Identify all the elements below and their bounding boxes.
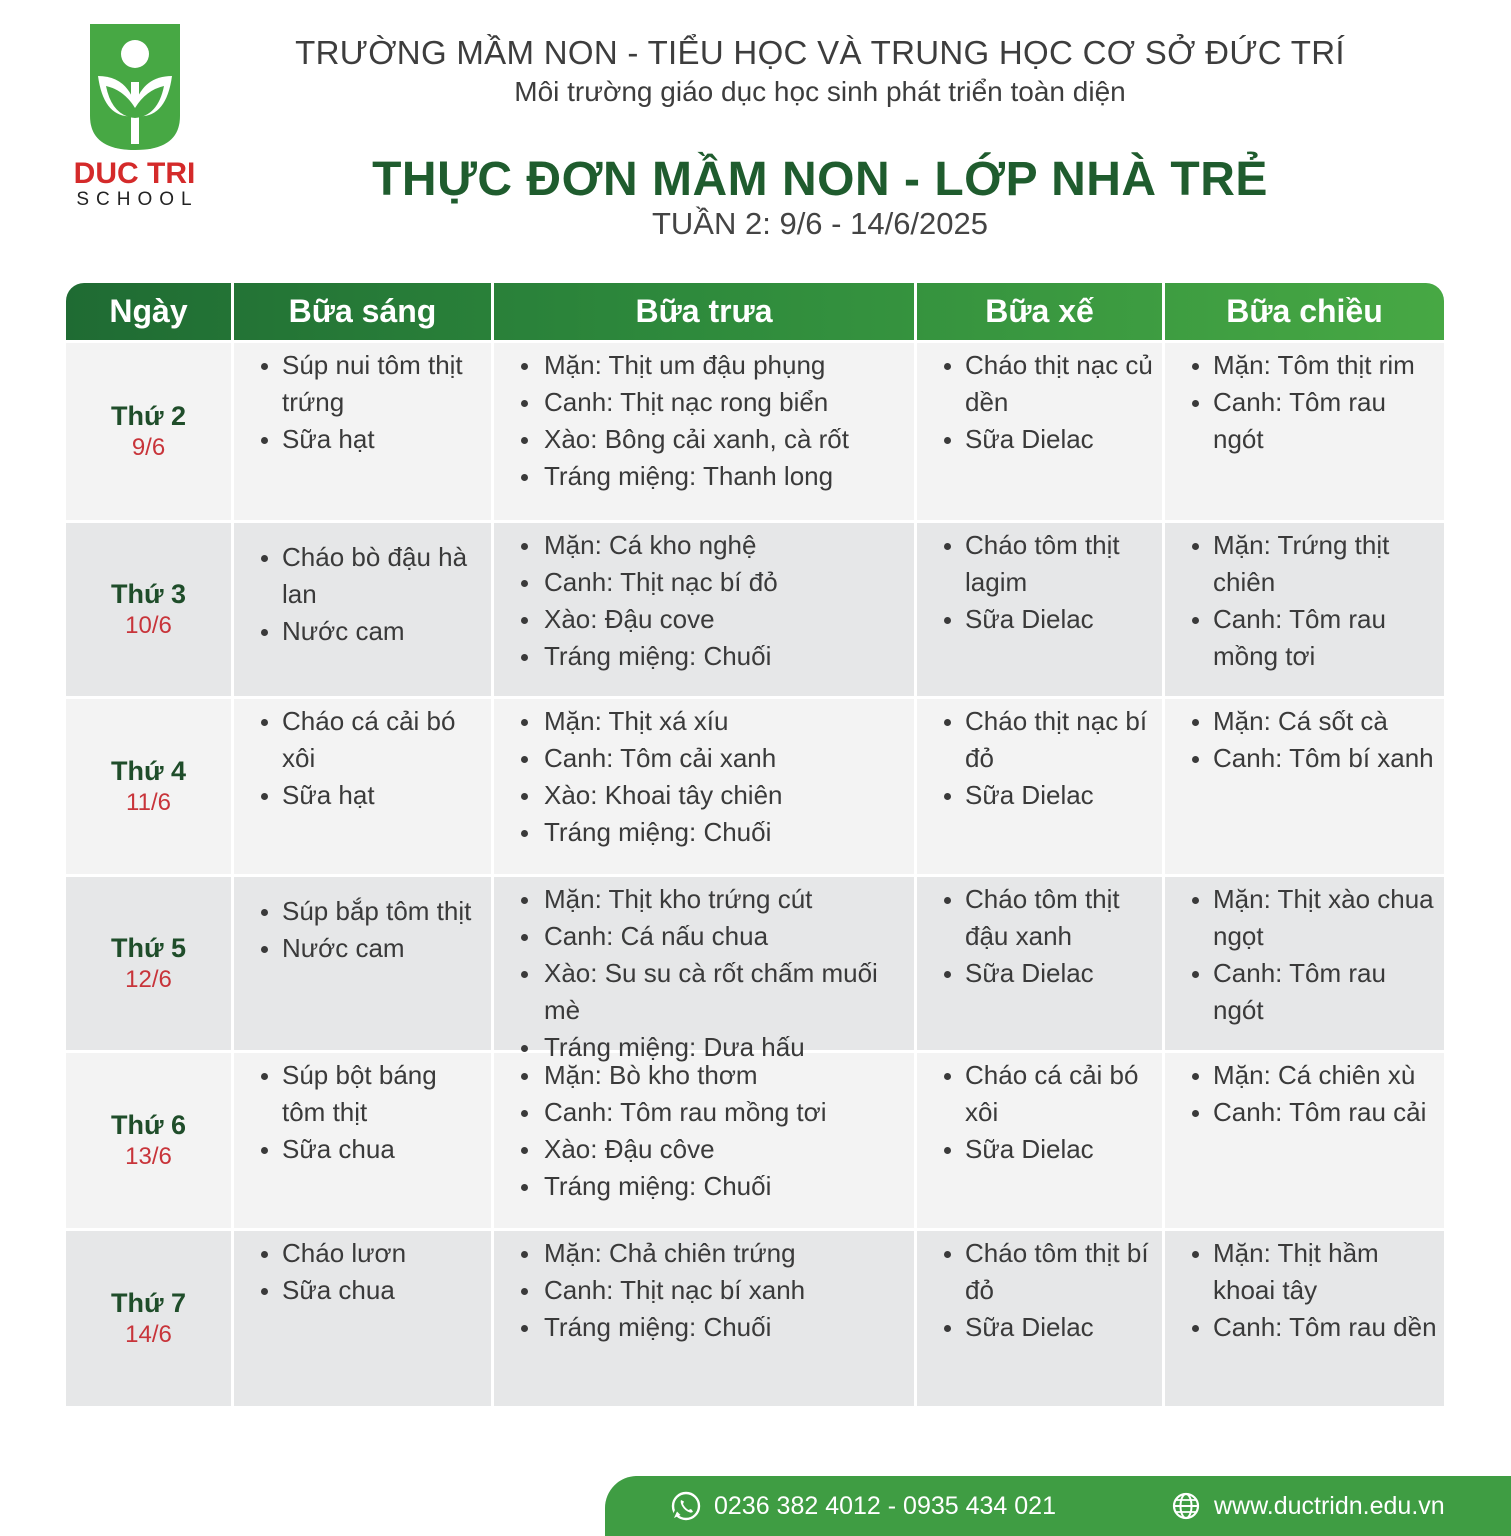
menu-item: Cháo tôm thịt đậu xanh	[917, 881, 1162, 955]
menu-item: Canh: Cá nấu chua	[494, 918, 914, 955]
menu-item: Tráng miệng: Chuối	[494, 1168, 914, 1205]
menu-item: Mặn: Cá sốt cà	[1165, 703, 1444, 740]
menu-item: Mặn: Tôm thịt rim	[1165, 347, 1444, 384]
lunch-list	[494, 877, 914, 1066]
menu-item: Tráng miệng: Dưa hấu	[494, 1029, 914, 1066]
breakfast-list	[234, 699, 491, 814]
day-name: Thứ 2	[110, 400, 187, 431]
dinner-list	[1165, 343, 1444, 458]
menu-item: Mặn: Thịt xá xíu	[494, 703, 914, 740]
lunch-cell	[494, 699, 917, 874]
breakfast-list	[234, 877, 491, 967]
table-header	[66, 283, 1444, 340]
slogan: Môi trường giáo dục học sinh phát triển toàn diện	[514, 76, 1126, 107]
snack-list	[917, 1231, 1162, 1346]
logo-subtitle: SCHOOL	[76, 189, 199, 210]
menu-item: Súp bột báng tôm thịt	[234, 1057, 491, 1131]
day-name: Thứ 6	[110, 1109, 187, 1140]
menu-item: Sữa Dielac	[917, 601, 1162, 638]
menu-item: Sữa hạt	[234, 421, 491, 458]
dinner-cell	[1165, 1231, 1444, 1406]
snack-list	[917, 877, 1162, 992]
table-row	[66, 520, 1444, 696]
dinner-cell	[1165, 523, 1444, 696]
menu-item: Súp bắp tôm thịt	[234, 893, 491, 930]
logo-sprout-icon	[90, 24, 180, 150]
header-breakfast: Bữa sáng	[234, 283, 494, 340]
lunch-cell	[494, 1053, 917, 1228]
lunch-list	[494, 699, 914, 851]
breakfast-list	[234, 343, 491, 458]
menu-item: Mặn: Cá chiên xù	[1165, 1057, 1444, 1094]
menu-item: Canh: Tôm rau cải	[1165, 1094, 1444, 1131]
breakfast-cell	[234, 343, 494, 520]
snack-cell	[917, 699, 1165, 874]
menu-item: Tráng miệng: Thanh long	[494, 458, 914, 495]
menu-item: Xào: Đậu côve	[494, 1131, 914, 1168]
dinner-list	[1165, 1231, 1444, 1346]
menu-item: Nước cam	[234, 930, 491, 967]
menu-item: Xào: Bông cải xanh, cà rốt	[494, 421, 914, 458]
lunch-cell	[494, 1231, 917, 1406]
dinner-cell	[1165, 343, 1444, 520]
menu-item: Mặn: Trứng thịt chiên	[1165, 527, 1444, 601]
lunch-list	[494, 1053, 914, 1205]
breakfast-list	[234, 1053, 491, 1168]
week-range: TUẦN 2: 9/6 - 14/6/2025	[651, 206, 989, 241]
menu-item: Cháo thịt nạc bí đỏ	[917, 703, 1162, 777]
breakfast-list	[234, 1231, 491, 1309]
menu-item: Nước cam	[234, 613, 491, 650]
footer-phone[interactable]: 0236 382 4012 - 0935 434 021	[714, 1491, 1056, 1520]
menu-item: Mặn: Thịt xào chua ngọt	[1165, 881, 1444, 955]
snack-list	[917, 523, 1162, 638]
menu-item: Xào: Đậu cove	[494, 601, 914, 638]
lunch-cell	[494, 343, 917, 520]
table-row	[66, 696, 1444, 874]
snack-cell	[917, 523, 1165, 696]
menu-item: Súp nui tôm thịt trứng	[234, 347, 491, 421]
menu-item: Canh: Thịt nạc bí đỏ	[494, 564, 914, 601]
menu-item: Sữa chua	[234, 1272, 491, 1309]
menu-item: Cháo cá cải bó xôi	[234, 703, 491, 777]
header-day: Ngày	[66, 283, 234, 340]
lunch-cell	[494, 523, 917, 696]
menu-item: Canh: Tôm cải xanh	[494, 740, 914, 777]
day-date: 9/6	[131, 433, 166, 461]
menu-item: Sữa Dielac	[917, 1131, 1162, 1168]
menu-item: Cháo lươn	[234, 1235, 491, 1272]
day-cell	[66, 1231, 234, 1406]
phone-icon	[670, 1490, 702, 1522]
day-date: 10/6	[125, 611, 172, 639]
lunch-list	[494, 1231, 914, 1346]
snack-list	[917, 343, 1162, 458]
lunch-cell	[494, 877, 917, 1062]
snack-list	[917, 699, 1162, 814]
breakfast-cell	[234, 1231, 494, 1406]
snack-list	[917, 1053, 1162, 1168]
dinner-cell	[1165, 1053, 1444, 1228]
table-body	[66, 340, 1444, 1406]
menu-item: Mặn: Thịt hầm khoai tây	[1165, 1235, 1444, 1309]
dinner-cell	[1165, 877, 1444, 1050]
table-row	[66, 1228, 1444, 1406]
day-cell	[66, 343, 234, 520]
menu-table	[66, 283, 1444, 1406]
breakfast-cell	[234, 699, 494, 874]
menu-item: Tráng miệng: Chuối	[494, 638, 914, 675]
snack-cell	[917, 1231, 1165, 1406]
menu-item: Canh: Tôm rau ngót	[1165, 384, 1444, 458]
header-snack: Bữa xế	[917, 283, 1165, 340]
lunch-list	[494, 523, 914, 675]
day-name: Thứ 7	[110, 1287, 187, 1318]
school-name: TRƯỜNG MẦM NON - TIỂU HỌC VÀ TRUNG HỌC CƠ SỞ ĐỨC TRÍ	[295, 34, 1345, 71]
day-name: Thứ 4	[110, 755, 187, 786]
menu-item: Tráng miệng: Chuối	[494, 814, 914, 851]
page-title: THỰC ĐƠN MẦM NON - LỚP NHÀ TRẺ	[372, 153, 1268, 206]
dinner-list	[1165, 877, 1444, 1029]
day-date: 11/6	[126, 788, 171, 816]
menu-item: Canh: Thịt nạc rong biển	[494, 384, 914, 421]
logo-name: DUC TRI	[73, 157, 196, 190]
header-lunch: Bữa trưa	[494, 283, 917, 340]
dinner-list	[1165, 523, 1444, 675]
menu-item: Xào: Khoai tây chiên	[494, 777, 914, 814]
table-row	[66, 874, 1444, 1062]
menu-item: Sữa chua	[234, 1131, 491, 1168]
dinner-cell	[1165, 699, 1444, 874]
menu-item: Cháo thịt nạc củ dền	[917, 347, 1162, 421]
globe-icon	[1170, 1490, 1202, 1522]
menu-item: Cháo tôm thịt bí đỏ	[917, 1235, 1162, 1309]
menu-item: Cháo bò đậu hà lan	[234, 539, 491, 613]
menu-item: Mặn: Chả chiên trứng	[494, 1235, 914, 1272]
menu-item: Sữa Dielac	[917, 1309, 1162, 1346]
lunch-list	[494, 343, 914, 495]
day-date: 14/6	[125, 1320, 172, 1348]
menu-item: Mặn: Thịt um đậu phụng	[494, 347, 914, 384]
menu-item: Mặn: Bò kho thơm	[494, 1057, 914, 1094]
menu-item: Canh: Tôm rau mồng tơi	[1165, 601, 1444, 675]
menu-item: Cháo cá cải bó xôi	[917, 1057, 1162, 1131]
menu-item: Sữa hạt	[234, 777, 491, 814]
menu-item: Canh: Thịt nạc bí xanh	[494, 1272, 914, 1309]
footer-website[interactable]: www.ductridn.edu.vn	[1214, 1491, 1445, 1520]
menu-item: Mặn: Cá kho nghệ	[494, 527, 914, 564]
menu-item: Sữa Dielac	[917, 777, 1162, 814]
day-cell	[66, 523, 234, 696]
day-cell	[66, 1053, 234, 1228]
breakfast-cell	[234, 877, 494, 1050]
menu-item: Tráng miệng: Chuối	[494, 1309, 914, 1346]
menu-item: Canh: Tôm rau dền	[1165, 1309, 1444, 1346]
menu-item: Canh: Tôm bí xanh	[1165, 740, 1444, 777]
menu-item: Canh: Tôm rau ngót	[1165, 955, 1444, 1029]
dinner-list	[1165, 1053, 1444, 1131]
day-name: Thứ 3	[110, 578, 187, 609]
table-row	[66, 340, 1444, 520]
breakfast-cell	[234, 1053, 494, 1228]
day-cell	[66, 699, 234, 874]
contact-footer	[605, 1476, 1511, 1536]
dinner-list	[1165, 699, 1444, 777]
menu-item: Cháo tôm thịt lagim	[917, 527, 1162, 601]
breakfast-cell	[234, 523, 494, 696]
table-row	[66, 1050, 1444, 1228]
day-date: 12/6	[125, 965, 172, 993]
menu-item: Sữa Dielac	[917, 955, 1162, 992]
snack-cell	[917, 1053, 1165, 1228]
day-name: Thứ 5	[110, 932, 187, 963]
day-cell	[66, 877, 234, 1050]
menu-item: Xào: Su su cà rốt chấm muối mè	[494, 955, 914, 1029]
header-dinner: Bữa chiều	[1226, 293, 1383, 329]
menu-item: Sữa Dielac	[917, 421, 1162, 458]
menu-item: Mặn: Thịt kho trứng cút	[494, 881, 914, 918]
menu-item: Canh: Tôm rau mồng tơi	[494, 1094, 914, 1131]
breakfast-list	[234, 523, 491, 650]
snack-cell	[917, 343, 1165, 520]
day-date: 13/6	[125, 1142, 172, 1170]
snack-cell	[917, 877, 1165, 1050]
